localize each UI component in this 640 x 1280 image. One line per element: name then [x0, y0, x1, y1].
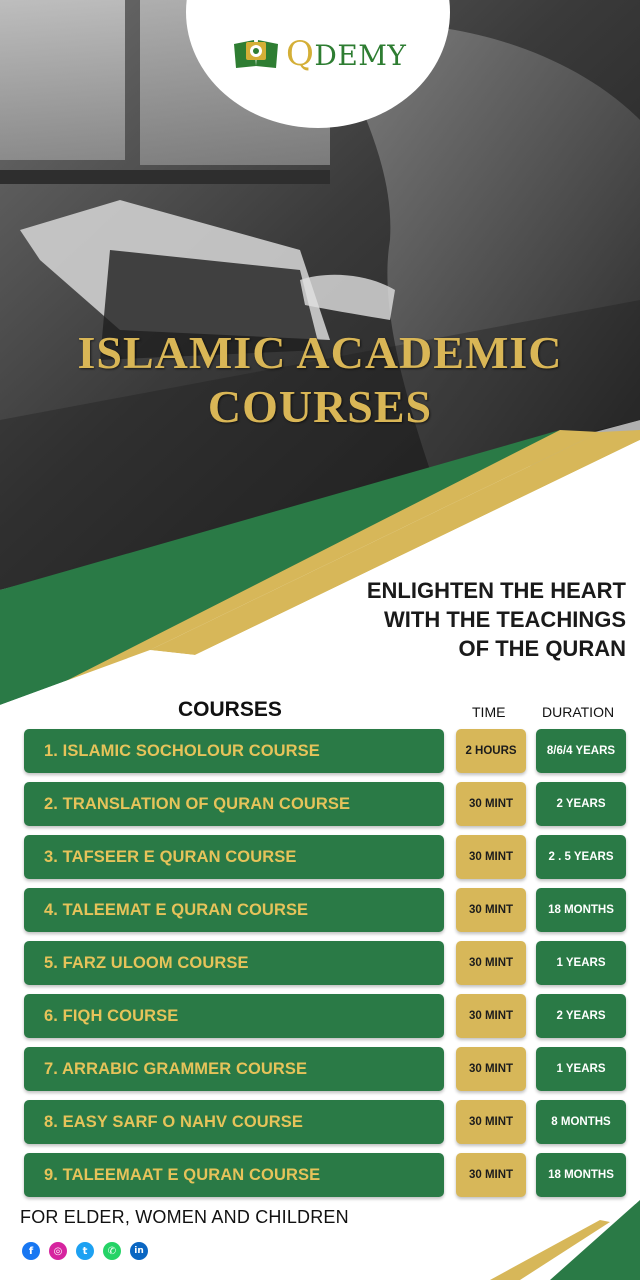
course-duration-cell: 18 MONTHS [536, 888, 626, 932]
course-time-cell: 30 MINT [456, 1100, 526, 1144]
corner-decoration [490, 1200, 640, 1280]
course-row [24, 941, 628, 985]
header-time: TIME [472, 704, 506, 720]
course-duration-cell: 1 YEARS [536, 1047, 626, 1091]
twitter-icon[interactable]: t [76, 1242, 94, 1260]
course-name-cell: 4. TALEEMAT E QURAN COURSE [24, 888, 444, 932]
tagline-line2: WITH THE TEACHINGS [384, 607, 626, 632]
course-row [24, 782, 628, 826]
course-name-cell: 2. TRANSLATION OF QURAN COURSE [24, 782, 444, 826]
course-row [24, 1153, 628, 1197]
social-links [22, 1242, 148, 1260]
course-row [24, 1047, 628, 1091]
course-row [24, 835, 628, 879]
course-time-cell: 30 MINT [456, 782, 526, 826]
header-duration: DURATION [542, 704, 615, 720]
course-time-cell: 30 MINT [456, 941, 526, 985]
instagram-icon[interactable]: ◎ [49, 1242, 67, 1260]
course-row [24, 888, 628, 932]
course-duration-cell: 2 YEARS [536, 782, 626, 826]
course-name-cell: 1. ISLAMIC SOCHOLOUR COURSE [24, 729, 444, 773]
hero-title-line1: ISLAMIC ACADEMIC [77, 327, 563, 378]
whatsapp-icon[interactable]: ✆ [103, 1242, 121, 1260]
course-table [24, 729, 628, 1206]
course-name-cell: 7. ARRABIC GRAMMER COURSE [24, 1047, 444, 1091]
course-time-cell: 2 HOURS [456, 729, 526, 773]
tagline-line1: ENLIGHTEN THE HEART [366, 578, 626, 603]
course-duration-cell: 2 YEARS [536, 994, 626, 1038]
hero-title-line2: COURSES [207, 381, 433, 432]
course-name-cell: 9. TALEEMAAT E QURAN COURSE [24, 1153, 444, 1197]
facebook-icon[interactable]: f [22, 1242, 40, 1260]
linkedin-icon[interactable]: in [130, 1242, 148, 1260]
course-time-cell: 30 MINT [456, 888, 526, 932]
course-time-cell: 30 MINT [456, 835, 526, 879]
course-name-cell: 8. EASY SARF O NAHV COURSE [24, 1100, 444, 1144]
course-row [24, 1100, 628, 1144]
brand-logo [232, 34, 412, 74]
brand-name: QDEMY [286, 34, 407, 74]
tagline-line3: OF THE QURAN [458, 636, 626, 661]
course-duration-cell: 18 MONTHS [536, 1153, 626, 1197]
course-name-cell: 6. FIQH COURSE [24, 994, 444, 1038]
course-duration-cell: 8 MONTHS [536, 1100, 626, 1144]
audience-note: FOR ELDER, WOMEN AND CHILDREN [20, 1207, 349, 1227]
course-duration-cell: 8/6/4 YEARS [536, 729, 626, 773]
course-row [24, 994, 628, 1038]
course-time-cell: 30 MINT [456, 1153, 526, 1197]
course-time-cell: 30 MINT [456, 994, 526, 1038]
course-name-cell: 5. FARZ ULOOM COURSE [24, 941, 444, 985]
course-time-cell: 30 MINT [456, 1047, 526, 1091]
tagline [266, 576, 626, 663]
course-row [24, 729, 628, 773]
book-icon [232, 36, 280, 72]
header-courses: COURSES [178, 698, 282, 721]
course-name-cell: 3. TAFSEER E QURAN COURSE [24, 835, 444, 879]
course-duration-cell: 1 YEARS [536, 941, 626, 985]
course-duration-cell: 2 . 5 YEARS [536, 835, 626, 879]
